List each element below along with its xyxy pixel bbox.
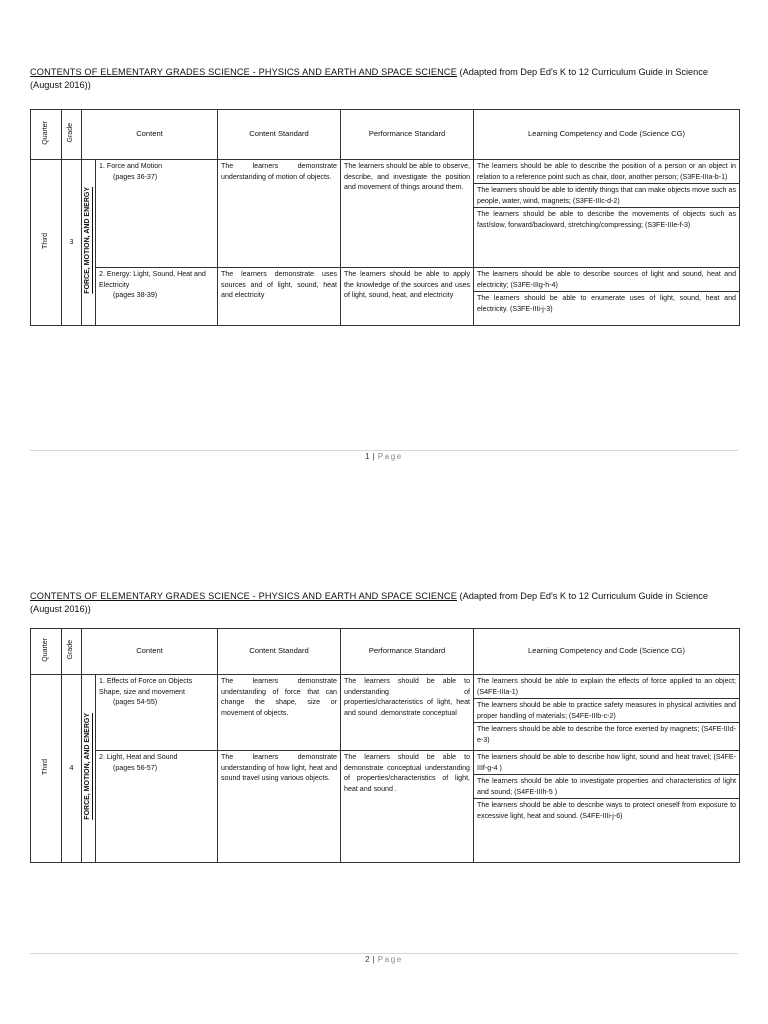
header-performance-standard: Performance Standard — [341, 110, 474, 160]
competency-item: The learners should be able to describe the force exerted by magnets; (S4FE-IIId-e-3) — [474, 722, 739, 746]
competency-item: The learners should be able to enumerate uses of light, sound, heat and electricity. (S3FE-IIIi-j-3) — [474, 291, 739, 315]
header-content-standard: Content Standard — [218, 629, 341, 675]
performance-standard-cell: The learners should be able to demonstrate conceptual understanding of properties/characteristics of light, heat and sound . — [341, 751, 474, 863]
performance-standard-cell: The learners should be able to understanding of properties/characteristics of light, heat and sound .demonstrate conceptual — [341, 675, 474, 751]
header-performance-standard: Performance Standard — [341, 629, 474, 675]
theme-cell: FORCE, MOTION, AND ENERGY — [82, 160, 96, 326]
header-competency: Learning Competency and Code (Science CG) — [474, 110, 740, 160]
header-quarter: Quarter — [31, 110, 62, 160]
header-grade: Grade — [62, 110, 82, 160]
document-title — [30, 590, 738, 615]
content-standard-cell: The learners demonstrate understanding of force that can change the shape, size or movement of objects. — [218, 675, 341, 751]
header-grade: Grade — [62, 629, 82, 675]
header-quarter: Quarter — [31, 629, 62, 675]
page-label: Page — [377, 955, 403, 964]
curriculum-table — [30, 628, 740, 863]
grade-cell: 4 — [62, 675, 82, 863]
header-content-standard: Content Standard — [218, 110, 341, 160]
page-footer: 2 | Page — [365, 955, 403, 964]
title-rest: (Adapted from Dep Ed's K to 12 Curriculum Guide in Science (August 2016)) — [30, 67, 708, 90]
page-number: 2 — [365, 955, 371, 964]
document-page-1 — [0, 0, 768, 470]
competency-cell — [474, 268, 740, 326]
title-main: CONTENTS OF ELEMENTARY GRADES SCIENCE - PHYSICS AND EARTH AND SPACE SCIENCE — [30, 591, 457, 601]
performance-standard-cell: The learners should be able to observe, describe, and investigate the position and movement of things around them. — [341, 160, 474, 268]
content-cell: 2. Energy: Light, Sound, Heat and Electricity (pages 38-39) — [96, 268, 218, 326]
competency-item: The learners should be able to practice safety measures in physical activities and proper handling of materials; (S4FE-IIIb-c-2) — [474, 698, 739, 722]
table-row — [31, 268, 740, 326]
page-label: Page — [377, 452, 403, 461]
quarter-cell: Third — [31, 675, 62, 863]
competency-item: The learners should be able to describe sources of light and sound, heat and electricity; (S3FE-IIIg-h-4) — [477, 270, 737, 289]
table-row — [31, 160, 740, 268]
header-content: Content — [82, 629, 218, 675]
page-footer: 1 | Page — [365, 452, 403, 461]
content-cell: 2. Light, Heat and Sound (pages 56-57) — [96, 751, 218, 863]
document-title — [30, 66, 738, 91]
header-content: Content — [82, 110, 218, 160]
curriculum-table — [30, 109, 740, 326]
competency-item: The learners should be able to describe ways to protect oneself from exposure to excessive light, heat and sound. (S4FE-IIIi-j-6) — [474, 798, 739, 822]
competency-cell — [474, 160, 740, 268]
content-cell: 1. Force and Motion (pages 36-37) — [96, 160, 218, 268]
theme-cell: FORCE, MOTION, AND ENERGY — [82, 675, 96, 863]
table-header-row — [31, 110, 740, 160]
header-competency: Learning Competency and Code (Science CG) — [474, 629, 740, 675]
footer-divider — [30, 450, 738, 451]
table-header-row — [31, 629, 740, 675]
content-standard-cell: The learners demonstrate uses sources and of light, sound, heat and electricity — [218, 268, 341, 326]
table-row — [31, 675, 740, 751]
competency-item: The learners should be able to explain the effects of force applied to an object; (S4FE-IIIa-1) — [477, 677, 737, 696]
content-standard-cell: The learners demonstrate understanding of motion of objects. — [218, 160, 341, 268]
competency-cell — [474, 675, 740, 751]
competency-cell — [474, 751, 740, 863]
competency-item: The learners should be able to identify things that can make objects move such as people, water, wind, magnets; (S3FE-IIIc-d-2) — [474, 183, 739, 207]
competency-item: The learners should be able to describe the position of a person or an object in relation to a reference point such as chair, door, another person; (S3FE-IIIa-b-1) — [477, 162, 737, 181]
grade-cell: 3 — [62, 160, 82, 326]
quarter-cell: Third — [31, 160, 62, 326]
table-row — [31, 751, 740, 863]
title-main: CONTENTS OF ELEMENTARY GRADES SCIENCE - PHYSICS AND EARTH AND SPACE SCIENCE — [30, 67, 457, 77]
competency-item: The learners should be able to describe how light, sound and heat travel; (S4FE-IIIf-g-4 ) — [477, 753, 737, 772]
competency-item: The learners should be able to investigate properties and characteristics of light and sound; (S4FE-IIIh-5 ) — [474, 774, 739, 798]
title-rest: (Adapted from Dep Ed's K to 12 Curriculum Guide in Science (August 2016)) — [30, 591, 708, 614]
content-cell: 1. Effects of Force on Objects Shape, size and movement (pages 54-55) — [96, 675, 218, 751]
footer-divider — [30, 953, 738, 954]
competency-item: The learners should be able to describe the movements of objects such as fast/slow, forward/backward, stretching/compressing; (S3FE-IIIe-f-3) — [474, 207, 739, 231]
content-standard-cell: The learners demonstrate understanding of how light, heat and sound travel using various objects. — [218, 751, 341, 863]
performance-standard-cell: The learners should be able to apply the knowledge of the sources and uses of light, sound, heat, and electricity — [341, 268, 474, 326]
page-number: 1 — [365, 452, 371, 461]
